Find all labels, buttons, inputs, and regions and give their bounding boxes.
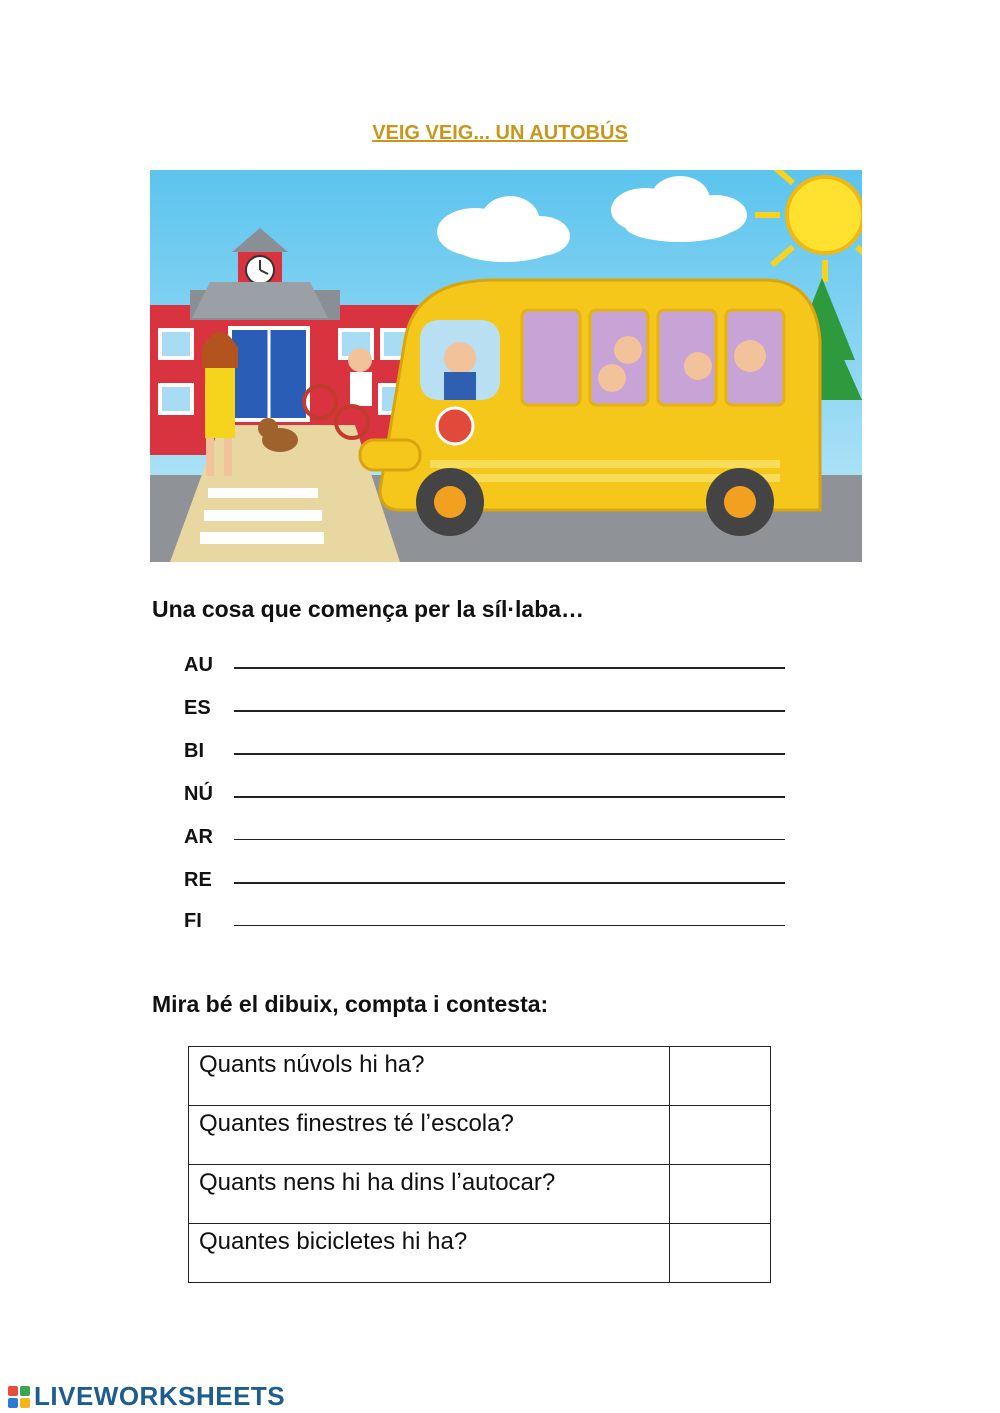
table-row [189, 1165, 771, 1224]
syllable-label: ES [184, 697, 211, 719]
counting-section-heading: Mira bé el dibuix, compta i contesta: [152, 991, 549, 1017]
table-row [189, 1224, 771, 1283]
footer-brand [8, 1381, 285, 1412]
answer-line[interactable] [234, 925, 785, 926]
liveworksheets-logo-icon [8, 1386, 30, 1408]
answer-input[interactable] [670, 1165, 775, 1221]
syllable-label: AU [184, 654, 213, 676]
question-text: Quants núvols hi ha? [189, 1047, 670, 1106]
answer-line[interactable] [234, 882, 785, 884]
question-text: Quantes bicicletes hi ha? [189, 1224, 670, 1283]
bus-icon [360, 280, 820, 536]
answer-line[interactable] [234, 710, 785, 712]
table-row [189, 1106, 771, 1165]
school-bus-illustration [150, 170, 862, 562]
syllable-label: FI [184, 910, 202, 932]
answer-line[interactable] [234, 753, 785, 755]
table-row [189, 1047, 771, 1106]
brand-name: LIVEWORKSHEETS [34, 1381, 286, 1411]
syllable-label: BI [184, 740, 204, 762]
questions-table [188, 1046, 771, 1283]
answer-line[interactable] [234, 796, 785, 798]
worksheet-title: VEIG VEIG... UN AUTOBÚS [372, 122, 628, 144]
syllable-label: RE [184, 869, 212, 891]
syllable-label: AR [184, 826, 213, 848]
question-text: Quantes finestres té lʼescola? [189, 1106, 670, 1165]
answer-input[interactable] [670, 1106, 775, 1162]
answer-line[interactable] [234, 667, 785, 669]
question-text: Quants nens hi ha dins lʼautocar? [189, 1165, 670, 1224]
answer-cell [669, 1047, 771, 1106]
answer-cell [669, 1106, 771, 1165]
answer-line[interactable] [234, 839, 785, 840]
syllable-label: NÚ [184, 783, 213, 805]
answer-cell [669, 1224, 771, 1283]
answer-input[interactable] [670, 1224, 775, 1280]
answer-cell [669, 1165, 771, 1224]
syllable-section-heading: Una cosa que comença per la síl·laba… [152, 596, 585, 622]
answer-input[interactable] [670, 1047, 775, 1103]
